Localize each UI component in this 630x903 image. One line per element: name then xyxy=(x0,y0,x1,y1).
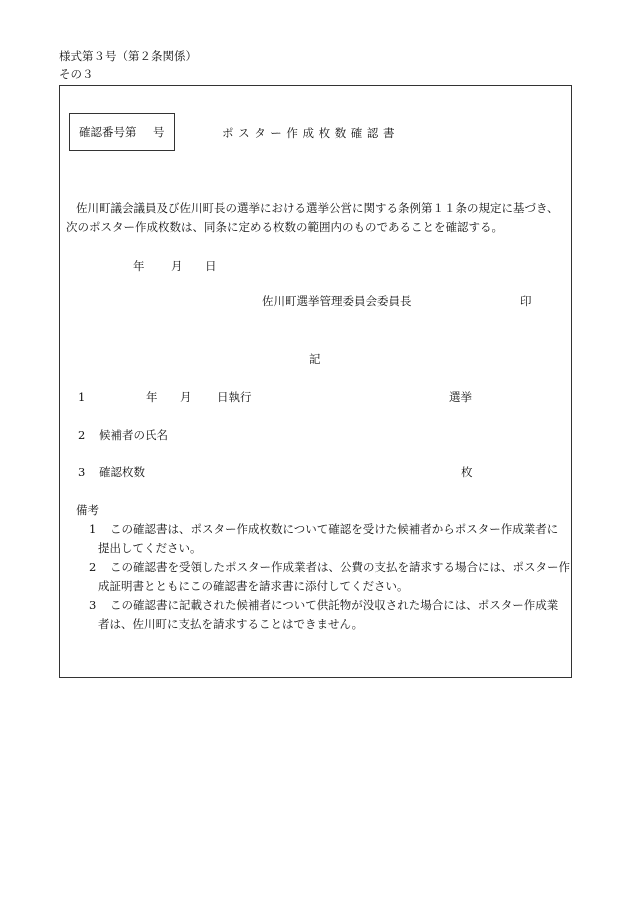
item-1-month: 月 xyxy=(180,390,192,404)
note-2-number: 2 xyxy=(89,560,97,574)
date-year: 年 xyxy=(133,259,145,273)
ki-heading: 記 xyxy=(309,352,321,366)
item-1-year: 年 xyxy=(146,390,158,404)
issuer-name: 佐川町選挙管理委員会委員長 xyxy=(262,294,412,308)
note-1-line-1: この確認書は、ポスター作成枚数について確認を受けた候補者からポスター作成業者に xyxy=(110,522,559,536)
item-1-election: 選挙 xyxy=(449,390,472,404)
date-day: 日 xyxy=(205,259,217,273)
note-2-line-1: この確認書を受領したポスター作成業者は、公費の支払を請求する場合には、ポスター作 xyxy=(110,560,570,574)
body-line-2: 次のポスター作成枚数は、同条に定める枚数の範囲内のものであることを確認する。 xyxy=(66,220,503,234)
confirmation-number-prefix: 確認番号第 xyxy=(79,125,137,139)
item-3-unit: 枚 xyxy=(461,465,473,479)
note-3-line-2: 者は、佐川町に支払を請求することはできません。 xyxy=(98,617,364,631)
note-2-line-2: 成証明書とともにこの確認書を請求書に添付してください。 xyxy=(98,579,409,593)
form-number: 様式第３号（第２条関係） xyxy=(59,49,197,63)
note-1-number: 1 xyxy=(89,522,97,536)
note-3-number: 3 xyxy=(89,598,97,612)
document-title: ポスター作成枚数確認書 xyxy=(222,126,400,140)
notes-heading: 備考 xyxy=(76,503,99,517)
date-month: 月 xyxy=(171,259,183,273)
item-2-label: 候補者の氏名 xyxy=(99,428,168,442)
item-1-number: 1 xyxy=(78,390,86,404)
form-sub-number: その３ xyxy=(59,67,94,81)
seal-mark: 印 xyxy=(520,294,532,308)
confirmation-number-suffix: 号 xyxy=(153,125,165,139)
item-3-label: 確認枚数 xyxy=(99,465,145,479)
item-1-day-execution: 日執行 xyxy=(217,390,252,404)
item-2-number: 2 xyxy=(78,428,86,442)
item-3-number: 3 xyxy=(78,465,86,479)
note-1-line-2: 提出してください。 xyxy=(98,541,202,555)
body-line-1: 佐川町議会議員及び佐川町長の選挙における選挙公営に関する条例第１１条の規定に基づき、 xyxy=(76,201,559,215)
note-3-line-1: この確認書に記載された候補者について供託物が没収された場合には、ポスター作成業 xyxy=(110,598,559,612)
